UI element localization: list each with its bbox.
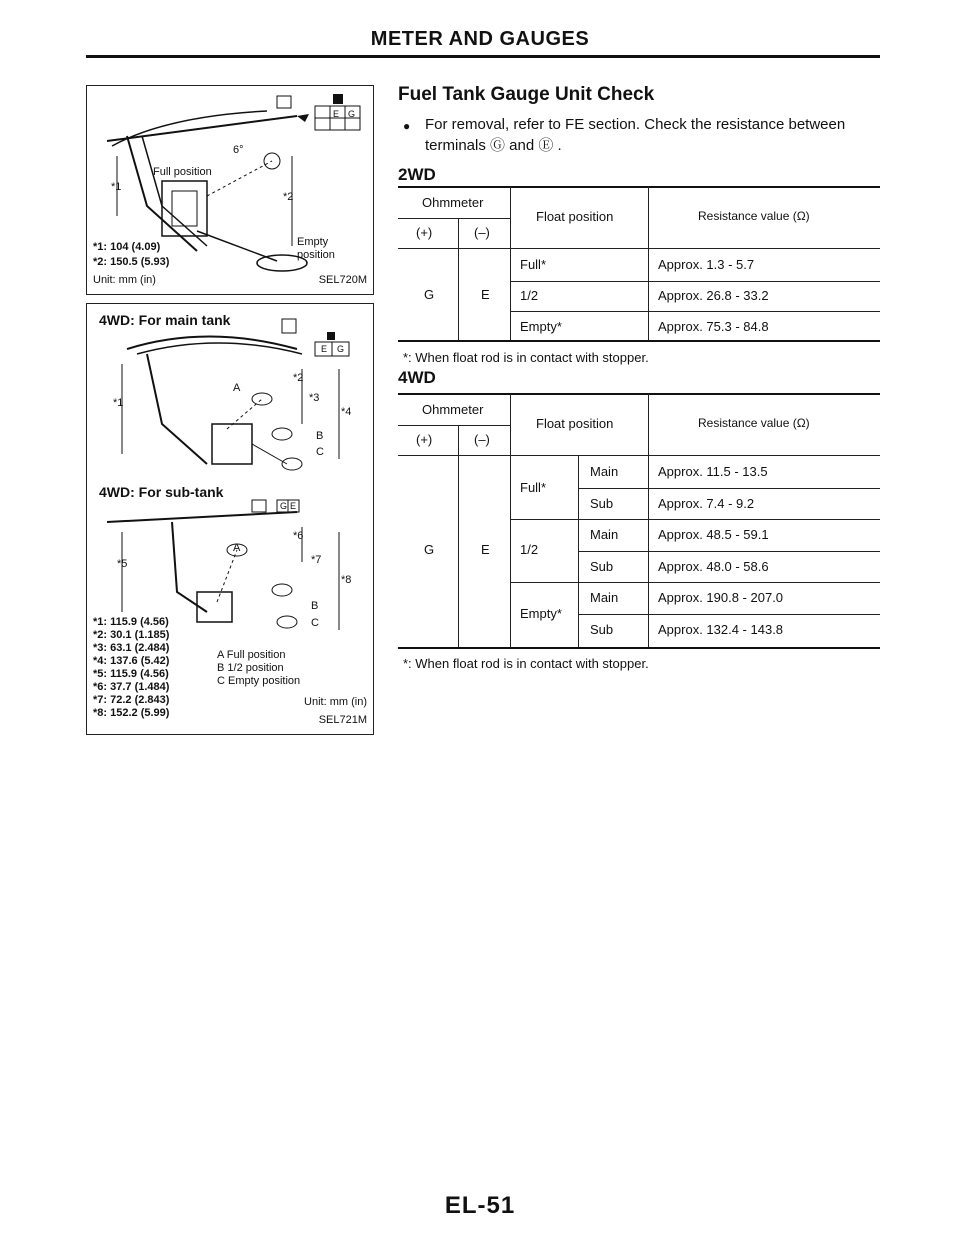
cell4-main-value-1: Approx. 11.5 - 13.5 bbox=[658, 464, 768, 479]
dim-4wd-6: *6: 37.7 (1.484) bbox=[93, 681, 170, 693]
cell4-minus: E bbox=[481, 542, 490, 557]
figure-4wd bbox=[86, 303, 374, 735]
dim-4wd-2: *2: 30.1 (1.185) bbox=[93, 629, 170, 641]
cell4-main-label-3: Main bbox=[590, 590, 619, 605]
col-resistance: Resistance value (Ω) bbox=[698, 209, 810, 223]
sub-tank-title: 4WD: For sub-tank bbox=[99, 484, 224, 500]
unit-label: Unit: mm (in) bbox=[93, 274, 156, 286]
heading-4wd: 4WD bbox=[398, 368, 436, 387]
cell4-main-value-3: Approx. 190.8 - 207.0 bbox=[658, 590, 784, 605]
figure-code: SEL720M bbox=[318, 274, 367, 286]
main-mark-2: *2 bbox=[293, 372, 304, 384]
col-ohmmeter: Ohmmeter bbox=[422, 195, 484, 210]
header-rule bbox=[86, 55, 880, 58]
cell-float-empty: Empty* bbox=[520, 319, 562, 334]
main-tank-title: 4WD: For main tank bbox=[99, 312, 231, 328]
bullet: ● bbox=[403, 119, 411, 133]
heading-2wd: 2WD bbox=[398, 165, 436, 184]
dim-4wd-3: *3: 63.1 (2.484) bbox=[93, 642, 170, 654]
cell4-float-empty: Empty* bbox=[520, 606, 562, 621]
col-float: Float position bbox=[536, 209, 614, 224]
dim-4wd-1: *1: 115.9 (4.56) bbox=[93, 616, 169, 628]
cell4-sub-label-2: Sub bbox=[590, 559, 614, 574]
sub-mark-6: *6 bbox=[293, 530, 304, 542]
main-mark-b: B bbox=[316, 430, 324, 442]
section-text-line2: terminals Ⓖ and Ⓔ . bbox=[425, 137, 562, 154]
connector-letter-e: E bbox=[333, 109, 340, 119]
cell-plus: G bbox=[424, 287, 435, 302]
cell4-sub-value-1: Approx. 7.4 - 9.2 bbox=[658, 496, 755, 511]
main-connector-g: G bbox=[337, 344, 345, 354]
cell4-float-half: 1/2 bbox=[520, 542, 539, 557]
table-2wd bbox=[398, 186, 880, 342]
main-mark-c: C bbox=[316, 446, 324, 458]
col4-resistance: Resistance value (Ω) bbox=[698, 416, 810, 430]
sub-mark-b: B bbox=[311, 600, 319, 612]
cell-minus: E bbox=[481, 287, 490, 302]
cell4-sub-label-3: Sub bbox=[590, 622, 614, 637]
position-label: position bbox=[297, 249, 335, 261]
figure-2wd bbox=[86, 85, 374, 295]
connector-letter-g: G bbox=[348, 109, 356, 119]
main-connector-e: E bbox=[321, 344, 328, 354]
cell-value-full: Approx. 1.3 - 5.7 bbox=[658, 257, 755, 272]
unit-label-4wd: Unit: mm (in) bbox=[304, 696, 367, 708]
cell4-plus: G bbox=[424, 542, 435, 557]
sub-connector-e: E bbox=[290, 501, 297, 511]
dim-4wd-7: *7: 72.2 (2.843) bbox=[93, 694, 170, 706]
col4-ohmmeter: Ohmmeter bbox=[422, 402, 484, 417]
cell4-main-label-2: Main bbox=[590, 527, 619, 542]
angle-label: 6° bbox=[233, 144, 244, 156]
main-mark-4: *4 bbox=[341, 406, 352, 418]
empty-label: Empty bbox=[297, 236, 329, 248]
sub-mark-a: A bbox=[233, 542, 241, 554]
mark-1: *1 bbox=[111, 181, 122, 193]
cell4-main-value-2: Approx. 48.5 - 59.1 bbox=[658, 527, 769, 542]
main-mark-1: *1 bbox=[113, 397, 124, 409]
note-4wd: *: When float rod is in contact with stopper. bbox=[403, 656, 649, 671]
main-mark-a: A bbox=[233, 382, 241, 394]
dim-2: *2: 150.5 (5.93) bbox=[93, 256, 170, 268]
page-header-title: METER AND GAUGES bbox=[370, 28, 590, 50]
figure-code-4wd: SEL721M bbox=[318, 714, 367, 726]
cell-float-half: 1/2 bbox=[520, 288, 539, 303]
section-title: Fuel Tank Gauge Unit Check bbox=[398, 84, 655, 105]
sub-connector-g: G bbox=[280, 501, 288, 511]
legend-b: B 1/2 position bbox=[217, 662, 284, 674]
sub-mark-7: *7 bbox=[311, 554, 322, 566]
section-text-line1: For removal, refer to FE section. Check the resistance between bbox=[425, 116, 846, 133]
cell-float-full: Full* bbox=[520, 257, 547, 272]
cell4-float-full: Full* bbox=[520, 480, 547, 495]
cell-value-empty: Approx. 75.3 - 84.8 bbox=[658, 319, 769, 334]
dim-1: *1: 104 (4.09) bbox=[93, 241, 161, 253]
col-plus: (+) bbox=[416, 225, 433, 240]
col-minus: (–) bbox=[474, 225, 490, 240]
dim-4wd-5: *5: 115.9 (4.56) bbox=[93, 668, 169, 680]
dim-4wd-4: *4: 137.6 (5.42) bbox=[93, 655, 170, 667]
col4-plus: (+) bbox=[416, 432, 433, 447]
full-position-label: Full position bbox=[153, 166, 212, 178]
cell4-sub-value-3: Approx. 132.4 - 143.8 bbox=[658, 622, 784, 637]
cell4-sub-value-2: Approx. 48.0 - 58.6 bbox=[658, 559, 769, 574]
sub-mark-8: *8 bbox=[341, 574, 352, 586]
mark-2: *2 bbox=[283, 191, 294, 203]
main-mark-3: *3 bbox=[309, 392, 320, 404]
col4-float: Float position bbox=[536, 416, 614, 431]
legend-a: A Full position bbox=[217, 649, 286, 661]
cell4-sub-label-1: Sub bbox=[590, 496, 614, 511]
legend-c: C Empty position bbox=[217, 675, 301, 687]
dim-4wd-8: *8: 152.2 (5.99) bbox=[93, 707, 170, 719]
note-2wd: *: When float rod is in contact with stopper. bbox=[403, 350, 649, 365]
sub-mark-5: *5 bbox=[117, 558, 128, 570]
page-number: EL-51 bbox=[444, 1192, 516, 1219]
cell4-main-label-1: Main bbox=[590, 464, 619, 479]
sub-mark-c: C bbox=[311, 617, 319, 629]
main-tank-drawing bbox=[87, 314, 373, 484]
table-4wd bbox=[398, 393, 880, 649]
col4-minus: (–) bbox=[474, 432, 490, 447]
cell-value-half: Approx. 26.8 - 33.2 bbox=[658, 288, 769, 303]
